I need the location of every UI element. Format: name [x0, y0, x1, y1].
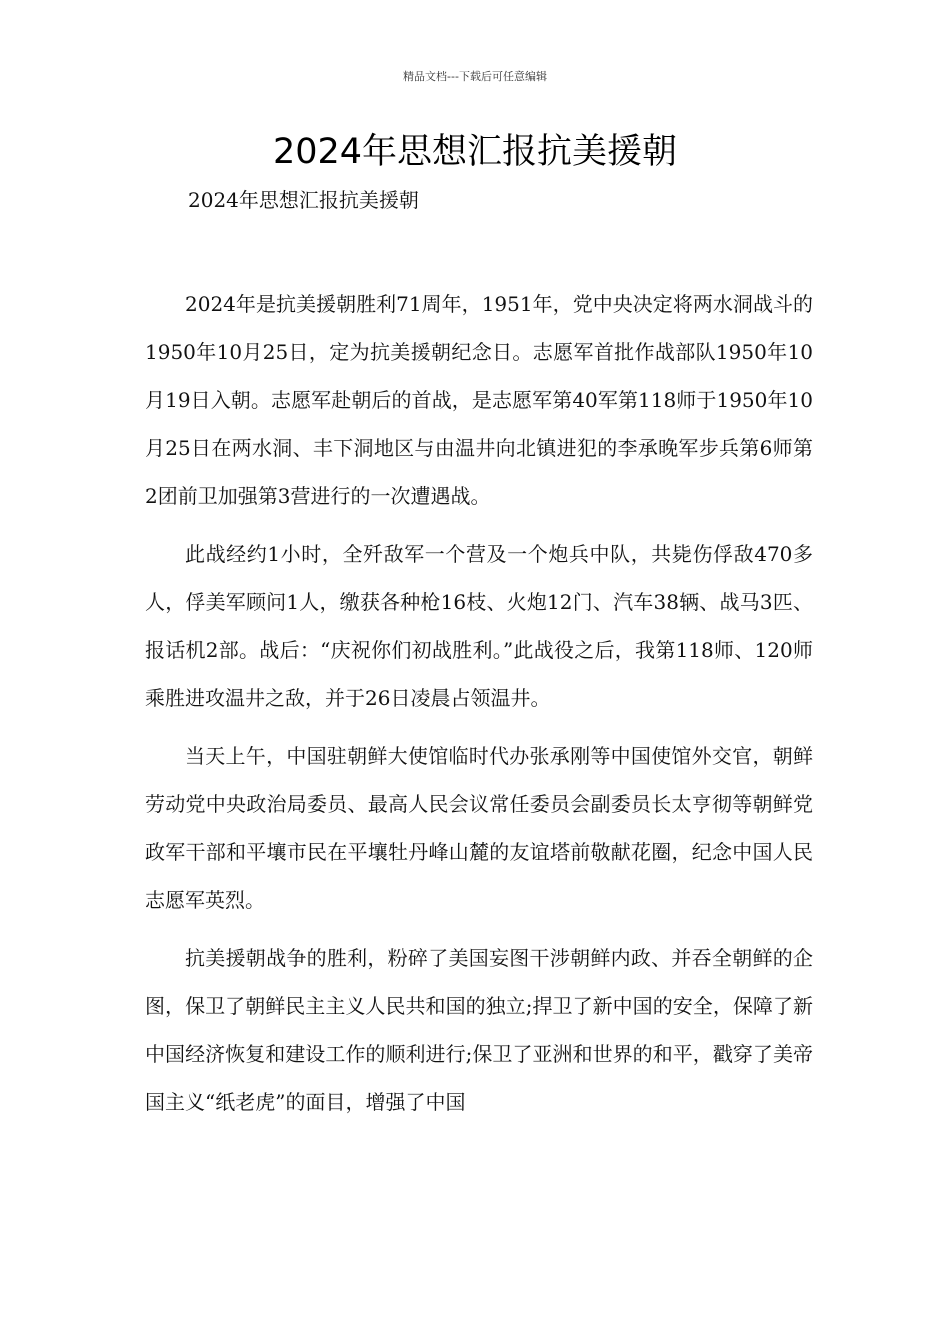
header-note: 精品文档---下载后可任意编辑	[403, 70, 547, 83]
paragraph-4: 抗美援朝战争的胜利，粉碎了美国妄图干涉朝鲜内政、并吞全朝鲜的企图，保卫了朝鲜民主主义人民共和国的独立;捍卫了新中国的安全，保障了新中国经济恢复和建设工作的顺利进行;保卫了亚洲和世界的和平，戳穿了美帝国主义“纸老虎”的面目，增强了中国	[145, 946, 813, 1114]
document-body	[145, 280, 813, 1136]
paragraph-1: 2024年是抗美援朝胜利71周年，1951年，党中央决定将两水洞战斗的1950年10月25日，定为抗美援朝纪念日。志愿军首批作战部队1950年10月19日入朝。志愿军赴朝后的首战，是志愿军第40军第118师于1950年10月25日在两水洞、丰下洞地区与由温井向北镇进犯的李承晚军步兵第6师第2团前卫加强第3营进行的一次遭遇战。	[145, 292, 813, 508]
document-subtitle: 2024年思想汇报抗美援朝	[188, 188, 419, 212]
document-title: 2024年思想汇报抗美援朝	[272, 132, 678, 172]
paragraph-3: 当天上午，中国驻朝鲜大使馆临时代办张承刚等中国使馆外交官，朝鲜劳动党中央政治局委员、最高人民会议常任委员会副委员长太亨彻等朝鲜党政军干部和平壤市民在平壤牡丹峰山麓的友谊塔前敬献花圈，纪念中国人民志愿军英烈。	[145, 744, 813, 912]
paragraph-2: 此战经约1小时，全歼敌军一个营及一个炮兵中队，共毙伤俘敌470多人，俘美军顾问1人，缴获各种枪16枝、火炮12门、汽车38辆、战马3匹、报话机2部。战后：“庆祝你们初战胜利。”此战役之后，我第118师、120师乘胜进攻温井之敌，并于26日凌晨占领温井。	[145, 542, 813, 710]
